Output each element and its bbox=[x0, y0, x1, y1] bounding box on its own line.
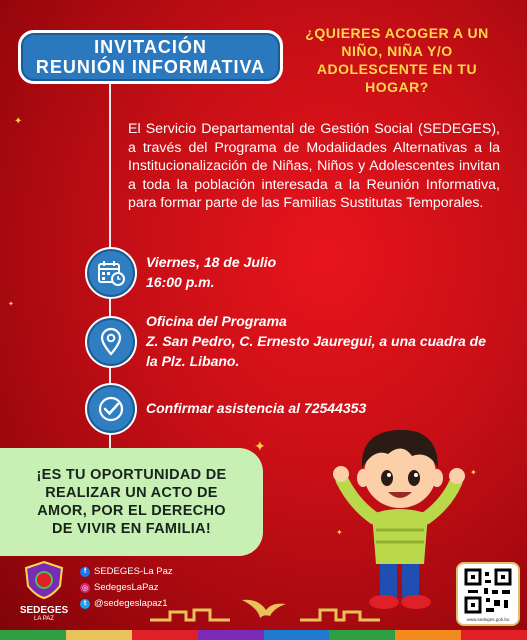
sparkle-icon: ✦ bbox=[470, 468, 477, 477]
callout-line-3: AMOR, POR EL DERECHO bbox=[37, 503, 226, 519]
title-line-1: INVITACIÓN bbox=[94, 37, 207, 57]
social-facebook[interactable] bbox=[80, 566, 173, 577]
color-bar bbox=[0, 630, 527, 640]
logo-text: SEDEGES bbox=[19, 605, 69, 616]
location-pin-icon bbox=[85, 316, 137, 368]
event-date: Viernes, 18 de Julio bbox=[146, 254, 277, 270]
logo-subtext: LA PAZ bbox=[34, 616, 54, 622]
place-name: Oficina del Programa bbox=[146, 313, 287, 329]
twitter-icon: t bbox=[80, 599, 90, 609]
sedeges-logo bbox=[14, 560, 74, 628]
callout-line-4: DE VIVIR EN FAMILIA! bbox=[51, 521, 212, 537]
condor-icon bbox=[240, 594, 288, 622]
shield-icon bbox=[22, 560, 66, 600]
event-time: 16:00 p.m. bbox=[146, 274, 215, 290]
check-icon bbox=[85, 383, 137, 435]
event-location bbox=[146, 311, 496, 371]
instagram-icon: ◎ bbox=[81, 584, 89, 592]
qr-code-icon bbox=[458, 566, 518, 618]
title-line-2: REUNIÓN INFORMATIVA bbox=[35, 57, 266, 77]
sparkle-icon: ✦ bbox=[336, 528, 343, 537]
sparkle-icon: ✦ bbox=[8, 301, 14, 308]
social-twitter-label: @sedegeslapaz1 bbox=[94, 598, 168, 609]
child-illustration bbox=[332, 418, 468, 612]
social-instagram-label: SedegesLaPaz bbox=[94, 582, 159, 593]
andean-pattern-icon bbox=[300, 608, 380, 622]
social-facebook-label: SEDEGES-La Paz bbox=[94, 566, 173, 577]
event-datetime bbox=[146, 252, 276, 292]
place-address: Z. San Pedro, C. Ernesto Jauregui, a una cuadra de la Plz. Libano. bbox=[146, 333, 486, 369]
social-instagram[interactable] bbox=[80, 582, 158, 593]
callout-line-1: ¡ES TU OPORTUNIDAD DE bbox=[36, 467, 227, 483]
facebook-icon: f bbox=[80, 567, 90, 577]
qr-caption: www.sedeges.gob.bo bbox=[466, 617, 510, 622]
andean-pattern-icon bbox=[150, 608, 230, 622]
callout-box bbox=[0, 448, 263, 556]
title-banner bbox=[18, 30, 283, 84]
callout-line-2: REALIZAR UN ACTO DE bbox=[45, 485, 218, 501]
confirm-attendance: Confirmar asistencia al 72544353 bbox=[146, 400, 367, 416]
invitation-paragraph: El Servicio Departamental de Gestión Social (SEDEGES), a través del Programa de Modalidades Alternativas a la Institucionalización de Niñas, Niños y Adolescentes invitan a toda la población interesada a la Reunión Informativa, para formar parte de las Familias Sustitutas Temporales. bbox=[128, 121, 500, 212]
sparkle-icon: ✦ bbox=[254, 438, 266, 454]
sparkle-icon: ✦ bbox=[14, 116, 23, 127]
calendar-icon bbox=[85, 247, 137, 299]
question-heading: ¿QUIERES ACOGER A UN NIÑO, NIÑA Y/O ADOLESCENTE EN TU HOGAR? bbox=[305, 25, 489, 95]
